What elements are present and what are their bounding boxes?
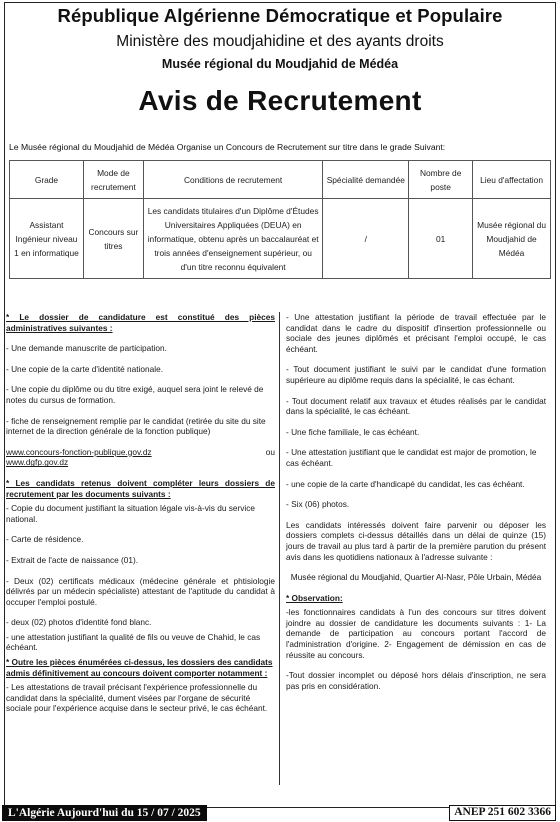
- list-item: - Six (06) photos.: [286, 499, 350, 510]
- left-column: [4, 312, 280, 785]
- deposit-address: Musée régional du Moudjahid, Quartier Al-Nasr, Pôle Urbain, Médéa: [290, 572, 542, 583]
- list-item: - Une copie de la carte d'identité nationale.: [6, 363, 164, 374]
- table-header-cell: Nombre de poste: [409, 161, 473, 199]
- list-item: - une attestation justifiant la qualité de fils ou veuve de Chahid, le cas échéant.: [6, 631, 261, 653]
- table-cell: Musée régional du Moudjahid de Médéa: [473, 199, 551, 279]
- table-row: [10, 199, 551, 279]
- website-links: [6, 447, 275, 458]
- list-item: - Une copie du diplôme ou du titre exigé, auquel sera joint le relevé de notes du cursus de formation.: [6, 384, 264, 405]
- anep-reference: ANEP 251 602 3366: [449, 805, 556, 821]
- observation-text: -Tout dossier incomplet ou déposé hors délais d'inscription, ne sera pas pris en considération.: [286, 670, 546, 691]
- list-item: - Carte de résidence.: [6, 534, 84, 545]
- link-separator: ou: [265, 446, 275, 457]
- ministry-heading: Ministère des moudjahidine et des ayants droits: [116, 33, 444, 50]
- right-column: [280, 312, 548, 785]
- table-header-cell: Mode de recrutement: [83, 161, 143, 199]
- list-item: - une copie de la carte d'handicapé du candidat, les cas échéant.: [286, 478, 525, 489]
- recruitment-table: [9, 160, 551, 279]
- table-header-cell: Spécialité demandée: [323, 161, 409, 199]
- list-item: - Deux (02) certificats médicaux (médecine générale et phtisiologie délivrés par un médecin spécialiste) attestant de l'aptitude du candidat à occuper l'emploi postulé.: [6, 575, 275, 607]
- list-item: - Une attestation justifiant la période de travail effectuée par le candidat dans le cadre du dispositif d'insertion professionnelle ou sociale des jeunes diplômés et précisant l'emploi occupé, le cas échéant.: [286, 312, 546, 354]
- section-title: * Le dossier de candidature est constitué des pièces administratives suivantes :: [6, 312, 275, 333]
- republic-heading: République Algérienne Démocratique et Populaire: [57, 5, 503, 26]
- table-header-row: [10, 161, 551, 199]
- newspaper-date: L'Algérie Aujourd'hui du 15 / 07 / 2025: [2, 805, 207, 821]
- website-link[interactable]: www.dgfp.gov.dz: [6, 457, 69, 468]
- section-title: * Outre les pièces énumérées ci-dessus, les dossiers des candidats admis définitivement au concours doivent comporter notamment :: [6, 657, 273, 678]
- notice-title: Avis de Recrutement: [138, 85, 422, 116]
- list-item: - deux (02) photos d'identité fond blanc.: [6, 617, 152, 628]
- table-cell: Les candidats titulaires d'un Diplôme d'Études Universitaires Appliquées (DEUA) en informatique, obtenu après un baccalauréat et trois années d'enseignement supérieur, ou d'un titre reconnu équivalent: [143, 199, 323, 279]
- table-header-cell: Lieu d'affectation: [473, 161, 551, 199]
- notice-body: [4, 312, 548, 785]
- list-item: - Tout document relatif aux travaux et études réalisés par le candidat dans la spécialité, le cas échéant.: [286, 395, 546, 417]
- list-item: - Tout document justifiant le suivi par le candidat d'une formation supérieure au diplôme requis dans la spécialité, le cas échant.: [286, 364, 546, 385]
- list-item: - Extrait de l'acte de naissance (01).: [6, 554, 139, 565]
- table-cell: Concours sur titres: [83, 199, 143, 279]
- table-cell: Assistant Ingénieur niveau 1 en informatique: [10, 199, 84, 279]
- list-item: - Une demande manuscrite de participation.: [6, 343, 167, 354]
- list-item: - fiche de renseignement remplie par le candidat (retirée du site du site internet de la direction générale de la fonction publique): [6, 415, 266, 437]
- museum-heading: Musée régional du Moudjahid de Médéa: [161, 57, 399, 71]
- list-item: - Les attestations de travail précisant l'expérience professionnelle du candidat dans la spécialité, dument visées par l'organe de sécurité sociale pour l'expérience acquise dans le secteur privé, le cas échéant.: [6, 682, 268, 714]
- table-cell: /: [323, 199, 409, 279]
- list-item: - Une attestation justifiant que le candidat est major de promotion, le cas échéant.: [286, 447, 537, 468]
- table-cell: 01: [409, 199, 473, 279]
- table-header-cell: Conditions de recrutement: [143, 161, 323, 199]
- intro-text: Le Musée régional du Moudjahid de Médéa Organise un Concours de Recrutement sur titre dans le grade Suivant:: [9, 142, 446, 152]
- website-link[interactable]: www.concours-fonction-publique.gov.dz: [6, 446, 152, 457]
- notice-header: [5, 5, 555, 117]
- list-item: - Une fiche familiale, le cas échéant.: [286, 426, 420, 437]
- section-title: * Les candidats retenus doivent compléter leurs dossiers de recrutement par les documents suivants :: [6, 477, 275, 499]
- observation-title: * Observation:: [286, 592, 343, 603]
- deposit-instructions: Les candidats intéressés doivent faire parvenir ou déposer les dossiers complets ci-dessus détaillés dans un délai de quinze (15) jours de travail au plus tard à partir de la première parution du présent avis dans les quotidiens nationaux à l'adresse suivante :: [286, 519, 546, 562]
- observation-text: -les fonctionnaires candidats à l'un des concours sur titres doivent joindre au dossier de candidature les documents suivants : 1- La demande de participation au concours portant l'accord de l'administration d'origine. 2- Engagement de démission en cas de réussite au concours.: [286, 607, 546, 660]
- list-item: - Copie du document justifiant la situation légale vis-à-vis du service national.: [6, 503, 256, 524]
- table-header-cell: Grade: [10, 161, 84, 199]
